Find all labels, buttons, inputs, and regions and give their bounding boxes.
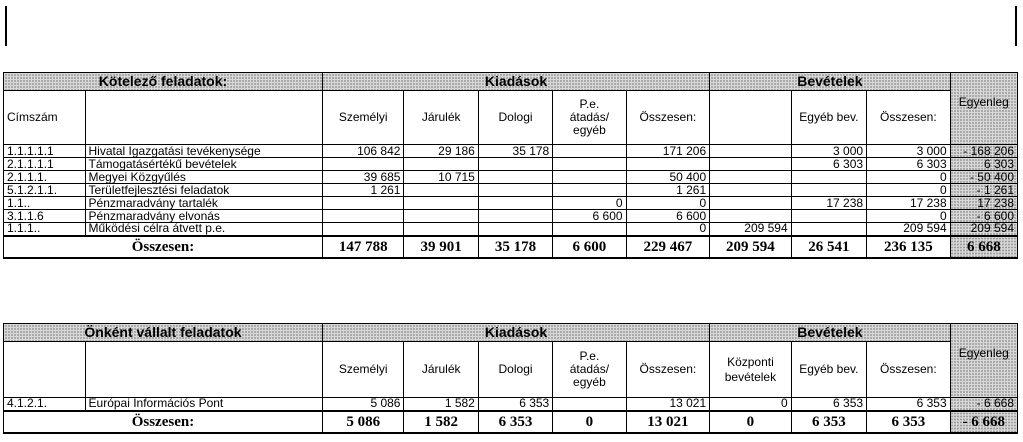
row-transfer: 0 (553, 197, 626, 210)
total-label: Összesen: (4, 236, 323, 258)
margin-mark-right (1015, 6, 1017, 46)
total-label: Összesen: (4, 411, 323, 433)
col-transfer-line1: P.e. (579, 97, 600, 111)
row-material (478, 171, 552, 184)
row-material: 6 353 (478, 398, 552, 411)
col-transfer-line2: átadás/ (569, 362, 610, 376)
row-personnel (322, 223, 404, 236)
row-contribution (404, 210, 478, 223)
table-row (4, 398, 1018, 411)
total-row (4, 236, 1018, 258)
row-code: 5.1.2.1.1. (4, 184, 86, 197)
row-material: 35 178 (478, 145, 552, 158)
total-personnel: 147 788 (322, 236, 404, 258)
row-personnel: 106 842 (322, 145, 404, 158)
balance-header: Egyenleg (950, 73, 1017, 145)
voluntary-tasks-table (3, 323, 1018, 434)
row-balance: 209 594 (950, 223, 1017, 236)
total-other-revenue: 26 541 (791, 236, 866, 258)
row-code: 2.1.1.1.1 (4, 158, 86, 171)
col-name-header (85, 342, 322, 398)
total-personnel: 5 086 (322, 411, 404, 433)
table-row (4, 145, 1018, 158)
col-other-revenue-header: Egyéb bev. (791, 91, 866, 145)
col-name-header (85, 91, 322, 145)
total-revenue: 236 135 (867, 236, 951, 258)
row-contribution: 1 582 (404, 398, 478, 411)
col-transfer-line3: egyéb (573, 123, 606, 137)
col-personnel-header: Személyi (322, 91, 404, 145)
row-other-revenue (791, 171, 866, 184)
expenses-header: Kiadások (322, 324, 709, 342)
row-balance: - 1 261 (950, 184, 1017, 197)
row-revenue-total: 209 594 (867, 223, 951, 236)
row-personnel (322, 210, 404, 223)
col-material-header: Dologi (478, 342, 552, 398)
row-transfer (553, 158, 626, 171)
total-material: 35 178 (478, 236, 552, 258)
row-central: 209 594 (710, 223, 792, 236)
row-expense-total (626, 158, 710, 171)
margin-mark-left (5, 6, 7, 46)
row-other-revenue (791, 223, 866, 236)
row-material (478, 197, 552, 210)
col-revenue-total-header: Összesen: (867, 91, 951, 145)
col-revenue-total-header: Összesen: (867, 342, 951, 398)
row-other-revenue: 17 238 (791, 197, 866, 210)
row-code: 1.1.1.. (4, 223, 86, 236)
table-row (4, 171, 1018, 184)
row-name: Működési célra átvett p.e. (85, 223, 322, 236)
row-contribution: 10 715 (404, 171, 478, 184)
col-code-header: Címszám (4, 91, 86, 145)
row-contribution (404, 197, 478, 210)
row-other-revenue: 6 353 (791, 398, 866, 411)
col-material-header: Dologi (478, 91, 552, 145)
row-central: 0 (710, 398, 792, 411)
table-row (4, 197, 1018, 210)
row-transfer: 6 600 (553, 210, 626, 223)
table-row (4, 210, 1018, 223)
row-central (710, 210, 792, 223)
row-balance: - 6 668 (950, 398, 1017, 411)
row-name: Hivatal Igazgatási tevékenysége (85, 145, 322, 158)
row-central (710, 184, 792, 197)
col-central-header (710, 342, 792, 398)
row-material (478, 223, 552, 236)
row-revenue-total: 17 238 (867, 197, 951, 210)
row-revenue-total: 6 353 (867, 398, 951, 411)
row-material (478, 184, 552, 197)
total-other-revenue: 6 353 (791, 411, 866, 433)
table-row (4, 184, 1018, 197)
balance-header: Egyenleg (950, 324, 1017, 398)
col-transfer-line3: egyéb (573, 375, 606, 389)
revenues-header: Bevételek (710, 324, 950, 342)
row-name: Pénzmaradvány elvonás (85, 210, 322, 223)
table-row (4, 223, 1018, 236)
row-contribution (404, 158, 478, 171)
row-name: Európai Információs Pont (85, 398, 322, 411)
row-personnel: 39 685 (322, 171, 404, 184)
row-code: 3.1.1.6 (4, 210, 86, 223)
row-name: Támogatásértékű bevételek (85, 158, 322, 171)
col-transfer-line1: P.e. (579, 349, 600, 363)
row-expense-total: 0 (626, 223, 710, 236)
col-contribution-header: Járulék (404, 91, 478, 145)
section-title: Kötelező feladatok: (4, 73, 323, 91)
row-expense-total: 0 (626, 197, 710, 210)
row-other-revenue (791, 184, 866, 197)
row-contribution: 29 186 (404, 145, 478, 158)
col-central-line1: Központi (727, 354, 774, 369)
row-balance: 17 238 (950, 197, 1017, 210)
total-central: 0 (710, 411, 792, 433)
row-balance: 6 303 (950, 158, 1017, 171)
total-expense: 229 467 (626, 236, 710, 258)
row-expense-total: 13 021 (626, 398, 710, 411)
expenses-header: Kiadások (322, 73, 709, 91)
col-other-revenue-header: Egyéb bev. (791, 342, 866, 398)
row-central (710, 145, 792, 158)
row-expense-total: 171 206 (626, 145, 710, 158)
total-central: 209 594 (710, 236, 792, 258)
col-personnel-header: Személyi (322, 342, 404, 398)
row-personnel: 5 086 (322, 398, 404, 411)
col-expense-total-header: Összesen: (626, 91, 710, 145)
col-transfer-header (553, 342, 626, 398)
row-name: Megyei Közgyűlés (85, 171, 322, 184)
row-contribution (404, 184, 478, 197)
total-balance: - 6 668 (950, 411, 1017, 433)
col-contribution-header: Járulék (404, 342, 478, 398)
row-transfer (553, 145, 626, 158)
row-central (710, 171, 792, 184)
row-personnel (322, 197, 404, 210)
table-row (4, 158, 1018, 171)
col-central-header (710, 91, 792, 145)
row-contribution (404, 223, 478, 236)
total-transfer: 6 600 (553, 236, 626, 258)
row-material (478, 158, 552, 171)
row-other-revenue: 6 303 (791, 158, 866, 171)
row-balance: - 6 600 (950, 210, 1017, 223)
row-revenue-total: 6 303 (867, 158, 951, 171)
total-transfer: 0 (553, 411, 626, 433)
total-revenue: 6 353 (867, 411, 951, 433)
row-other-revenue (791, 210, 866, 223)
section-title: Önként vállalt feladatok (4, 324, 323, 342)
row-revenue-total: 3 000 (867, 145, 951, 158)
total-contribution: 39 901 (404, 236, 478, 258)
row-expense-total: 50 400 (626, 171, 710, 184)
row-revenue-total: 0 (867, 171, 951, 184)
col-central-line2: bevételek (724, 369, 777, 384)
col-expense-total-header: Összesen: (626, 342, 710, 398)
row-expense-total: 6 600 (626, 210, 710, 223)
row-code: 2.1.1.1. (4, 171, 86, 184)
row-revenue-total: 0 (867, 184, 951, 197)
row-transfer (553, 398, 626, 411)
row-balance: - 168 206 (950, 145, 1017, 158)
row-transfer (553, 171, 626, 184)
row-balance: - 50 400 (950, 171, 1017, 184)
row-central (710, 197, 792, 210)
revenues-header: Bevételek (710, 73, 950, 91)
row-expense-total: 1 261 (626, 184, 710, 197)
row-revenue-total: 0 (867, 210, 951, 223)
row-code: 1.1.1.1.1 (4, 145, 86, 158)
row-central (710, 158, 792, 171)
row-code: 1.1.. (4, 197, 86, 210)
row-material (478, 210, 552, 223)
row-other-revenue: 3 000 (791, 145, 866, 158)
row-personnel (322, 158, 404, 171)
row-personnel: 1 261 (322, 184, 404, 197)
total-contribution: 1 582 (404, 411, 478, 433)
col-code-header (4, 342, 86, 398)
total-row (4, 411, 1018, 433)
mandatory-tasks-table (3, 72, 1018, 259)
row-name: Területfejlesztési feladatok (85, 184, 322, 197)
col-transfer-header (553, 91, 626, 145)
total-balance: 6 668 (950, 236, 1017, 258)
total-material: 6 353 (478, 411, 552, 433)
row-code: 4.1.2.1. (4, 398, 86, 411)
row-transfer (553, 184, 626, 197)
col-transfer-line2: átadás/ (569, 110, 610, 124)
row-name: Pénzmaradvány tartalék (85, 197, 322, 210)
row-transfer (553, 223, 626, 236)
total-expense: 13 021 (626, 411, 710, 433)
